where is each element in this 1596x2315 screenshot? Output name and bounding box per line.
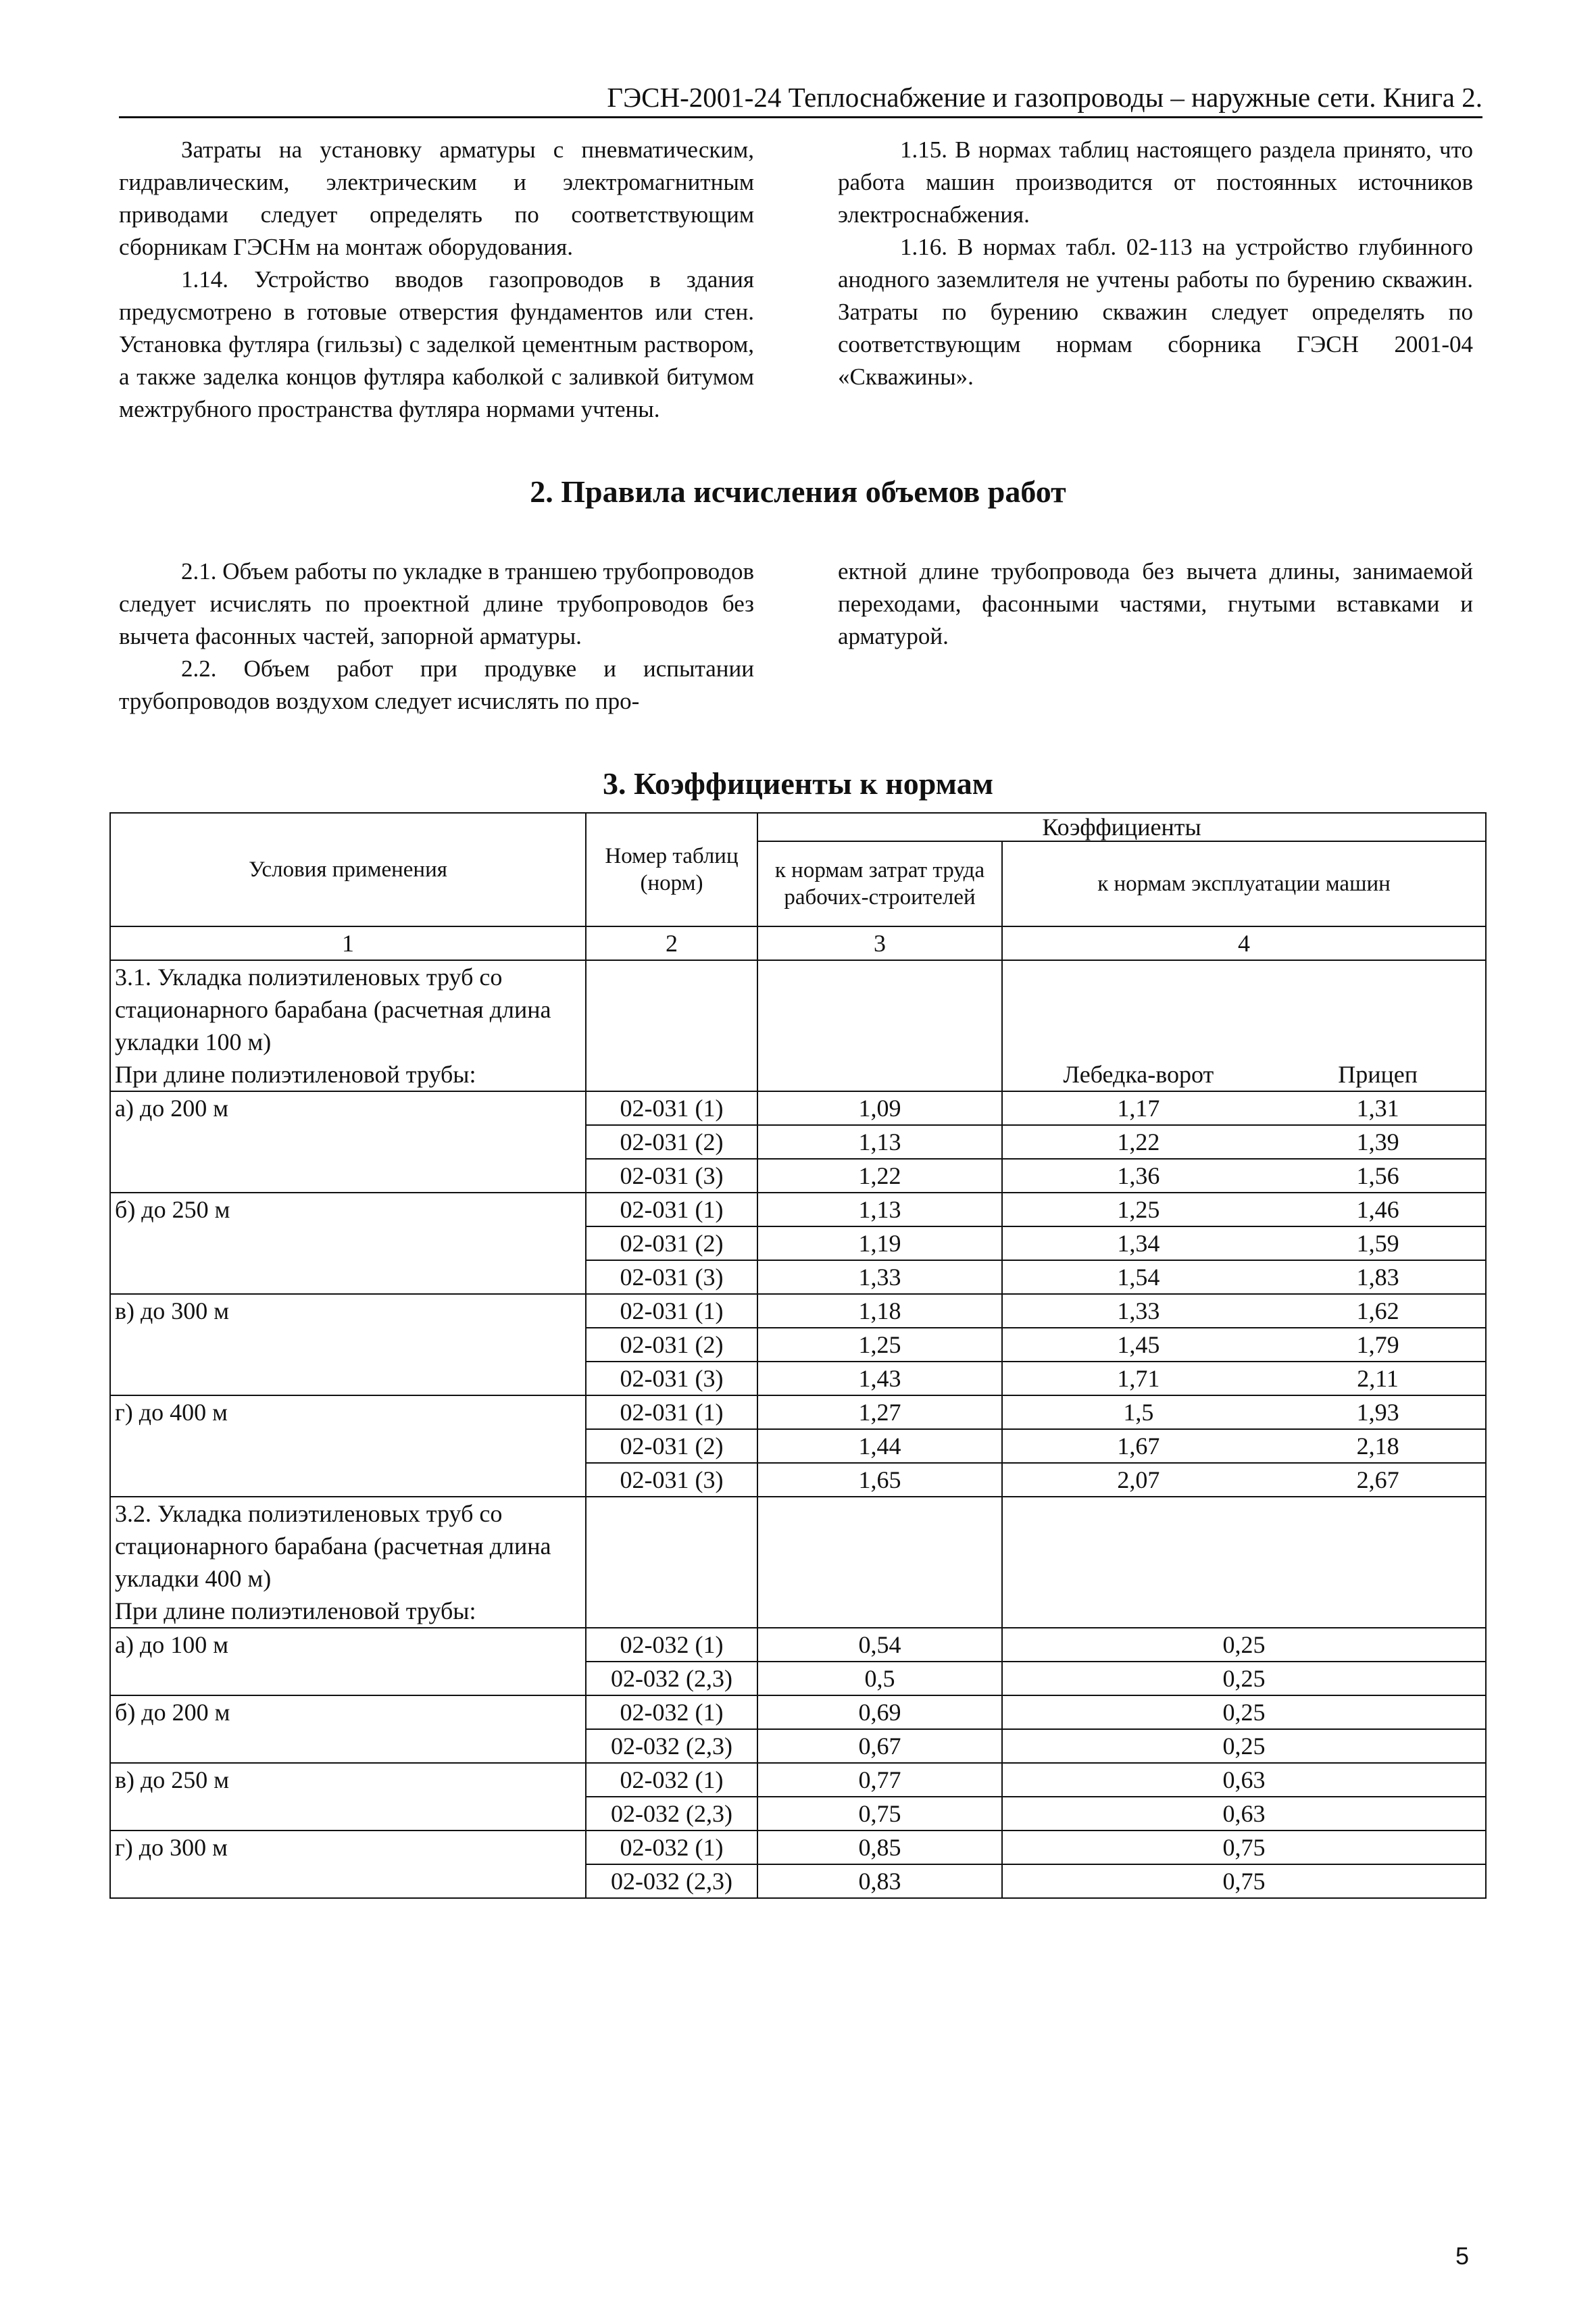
winch-coef: 1,36 [1117,1162,1160,1189]
machine-coef-cell: 0,25 [1002,1695,1486,1729]
paragraph: 1.14. Устройство вводов газопроводов в здания предусмотрено в готовые отверстия фундаментов или стен. Установка футляра (гильзы) с заделкой цементным раствором, а также заделка концов футляра каболкой с заливкой битумом межтрубного пространства футляра нормами учтены. [119,266,754,422]
table-number-cell: 02-031 (3) [586,1260,757,1294]
section-2-title: 2. Правила исчисления объемов работ [530,474,1066,509]
paragraph: Затраты на установку арматуры с пневматическим, гидравлическим, электрическим и электромагнитным приводами следует определять по соответствующим сборникам ГЭСНм на монтаж оборудования. [119,136,754,260]
table-number-cell: 02-031 (3) [586,1159,757,1193]
winch-coef: 1,54 [1117,1264,1160,1291]
machine-coef-cell [1002,1328,1486,1362]
table-number-cell: 02-032 (1) [586,1763,757,1797]
table-number-cell: 02-031 (2) [586,1125,757,1159]
labor-coef-cell: 1,44 [757,1429,1002,1463]
machine-coef-cell [1002,1429,1486,1463]
section-2-right-column [838,555,1473,653]
table-row [110,1193,1486,1226]
trailer-coef: 1,31 [1356,1095,1399,1122]
machine-coef-cell: 0,63 [1002,1797,1486,1831]
group-title: 3.2. Укладка полиэтиленовых труб со стационарного барабана (расчетная длина укладки 400 м) [115,1500,551,1592]
paragraph: ектной длине трубопровода без вычета длины, занимаемой переходами, фасонными частями, гнутыми вставками и арматурой. [838,558,1473,649]
condition-cell: г) до 400 м [110,1395,586,1497]
winch-coef: 1,71 [1117,1365,1160,1392]
header-conditions: Условия применения [110,813,586,926]
labor-coef-cell: 1,18 [757,1294,1002,1328]
labor-coef-cell: 0,83 [757,1864,1002,1898]
group-title-cell [110,1497,586,1628]
labor-coef-cell: 0,75 [757,1797,1002,1831]
machine-coef-cell [1002,1362,1486,1395]
table-group-header [110,1497,1486,1628]
machine-coef-cell [1002,1226,1486,1260]
winch-coef: 1,17 [1117,1095,1160,1122]
condition-cell: а) до 200 м [110,1091,586,1193]
empty-cell [757,1497,1002,1628]
table-number-cell: 02-032 (2,3) [586,1797,757,1831]
machine-coef-cell [1002,1294,1486,1328]
table-number-cell: 02-032 (2,3) [586,1662,757,1695]
header-table-number: Номер таблиц (норм) [586,813,757,926]
table-row [110,1395,1486,1429]
machine-coef-cell: 0,25 [1002,1628,1486,1662]
empty-cell [586,1497,757,1628]
empty-cell [1002,1497,1486,1628]
group-subtitle: При длине полиэтиленовой трубы: [115,1597,476,1624]
empty-cell [586,960,757,1091]
condition-cell: б) до 250 м [110,1193,586,1294]
machine-coef-cell [1002,1193,1486,1226]
header-coefficients: Коэффициенты [757,813,1486,841]
labor-coef-cell: 1,27 [757,1395,1002,1429]
paragraph: 1.16. В нормах табл. 02-113 на устройство глубинного анодного заземлителя не учтены работы по бурению скважин. Затраты по бурению скважин следует определять по соответствующим нормам сборника ГЭСН 2001-04 «Скважины». [838,234,1473,390]
machine-coef-cell: 0,25 [1002,1729,1486,1763]
labor-coef-cell: 0,85 [757,1831,1002,1864]
table-number-cell: 02-031 (2) [586,1429,757,1463]
labor-coef-cell: 1,22 [757,1159,1002,1193]
machine-coef-cell [1002,1091,1486,1125]
winch-coef: 1,5 [1123,1399,1154,1426]
column-number: 3 [757,926,1002,960]
table-number-cell: 02-032 (1) [586,1628,757,1662]
condition-cell: в) до 300 м [110,1294,586,1395]
paragraph: 2.1. Объем работы по укладке в траншею трубопроводов следует исчислять по проектной длине трубопроводов без вычета фасонных частей, запорной арматуры. [119,558,754,649]
empty-cell [757,960,1002,1091]
paragraph: 2.2. Объем работ при продувке и испытании трубопроводов воздухом следует исчислять по про- [119,655,754,714]
group-title: 3.1. Укладка полиэтиленовых труб со стационарного барабана (расчетная длина укладки 100 м) [115,964,551,1055]
group-1-rows [110,1091,1486,1497]
group-2-rows [110,1628,1486,1898]
machine-coef-cell: 0,75 [1002,1864,1486,1898]
trailer-coef: 1,39 [1356,1128,1399,1155]
column-number: 2 [586,926,757,960]
trailer-coef: 1,59 [1356,1230,1399,1257]
section-2-left-column [119,555,754,718]
header-labor: к нормам затрат труда рабочих-строителей [757,841,1002,926]
trailer-coef: 2,18 [1356,1433,1399,1460]
table-number-cell: 02-031 (2) [586,1328,757,1362]
trailer-coef: 2,11 [1357,1365,1399,1392]
machine-coef-cell [1002,1125,1486,1159]
machine-coef-cell: 0,25 [1002,1662,1486,1695]
machine-type-trailer: Прицеп [1338,1061,1418,1088]
machine-coef-cell [1002,1463,1486,1497]
group-title-cell [110,960,586,1091]
condition-cell: б) до 200 м [110,1695,586,1763]
machine-type-winch: Лебедка-ворот [1063,1061,1214,1088]
winch-coef: 1,25 [1117,1196,1160,1223]
condition-cell: а) до 100 м [110,1628,586,1695]
section-3-title: 3. Коэффициенты к нормам [602,766,994,801]
machine-coef-cell [1002,1395,1486,1429]
winch-coef: 1,33 [1117,1297,1160,1324]
trailer-coef: 1,79 [1356,1331,1399,1358]
table-row [110,1294,1486,1328]
machine-coef-cell: 0,75 [1002,1831,1486,1864]
labor-coef-cell: 1,19 [757,1226,1002,1260]
machine-coef-cell: 0,63 [1002,1763,1486,1797]
table-number-cell: 02-032 (1) [586,1695,757,1729]
table-row [110,1763,1486,1797]
column-number: 1 [110,926,586,960]
table-number-cell: 02-032 (2,3) [586,1729,757,1763]
table-number-cell: 02-031 (1) [586,1395,757,1429]
labor-coef-cell: 1,13 [757,1193,1002,1226]
labor-coef-cell: 1,43 [757,1362,1002,1395]
labor-coef-cell: 0,77 [757,1763,1002,1797]
trailer-coef: 1,46 [1356,1196,1399,1223]
trailer-coef: 1,56 [1356,1162,1399,1189]
condition-cell: в) до 250 м [110,1763,586,1831]
labor-coef-cell: 0,54 [757,1628,1002,1662]
table-number-cell: 02-031 (3) [586,1362,757,1395]
winch-coef: 2,07 [1117,1466,1160,1493]
table-row [110,1831,1486,1864]
trailer-coef: 1,62 [1356,1297,1399,1324]
labor-coef-cell: 0,67 [757,1729,1002,1763]
table-group-header [110,960,1486,1091]
table-row [110,1628,1486,1662]
winch-coef: 1,22 [1117,1128,1160,1155]
table-number-cell: 02-031 (2) [586,1226,757,1260]
page-number: 5 [1455,2242,1469,2270]
header-machines: к нормам эксплуатации машин [1002,841,1486,926]
winch-coef: 1,34 [1117,1230,1160,1257]
labor-coef-cell: 0,5 [757,1662,1002,1695]
paragraph: 1.15. В нормах таблиц настоящего раздела принято, что работа машин производится от постоянных источников электроснабжения. [838,136,1473,228]
labor-coef-cell: 1,25 [757,1328,1002,1362]
coefficients-table [109,812,1487,1899]
labor-coef-cell: 0,69 [757,1695,1002,1729]
table-number-cell: 02-032 (2,3) [586,1864,757,1898]
machine-coef-cell [1002,1159,1486,1193]
winch-coef: 1,67 [1117,1433,1160,1460]
winch-coef: 1,45 [1117,1331,1160,1358]
labor-coef-cell: 1,33 [757,1260,1002,1294]
table-number-cell: 02-032 (1) [586,1831,757,1864]
machine-types-cell [1002,960,1486,1091]
trailer-coef: 1,83 [1356,1264,1399,1291]
intro-left-column [119,134,754,426]
table-number-cell: 02-031 (1) [586,1294,757,1328]
trailer-coef: 1,93 [1356,1399,1399,1426]
table-number-cell: 02-031 (1) [586,1193,757,1226]
condition-cell: г) до 300 м [110,1831,586,1898]
intro-right-column [838,134,1473,393]
trailer-coef: 2,67 [1356,1466,1399,1493]
running-header: ГЭСН-2001-24 Теплоснабжение и газопроводы – наружные сети. Книга 2. [119,81,1482,118]
labor-coef-cell: 1,65 [757,1463,1002,1497]
table-row [110,1695,1486,1729]
table-row [110,1091,1486,1125]
column-number: 4 [1002,926,1486,960]
table-number-cell: 02-031 (1) [586,1091,757,1125]
group-subtitle: При длине полиэтиленовой трубы: [115,1061,476,1088]
labor-coef-cell: 1,13 [757,1125,1002,1159]
table-number-cell: 02-031 (3) [586,1463,757,1497]
labor-coef-cell: 1,09 [757,1091,1002,1125]
machine-coef-cell [1002,1260,1486,1294]
